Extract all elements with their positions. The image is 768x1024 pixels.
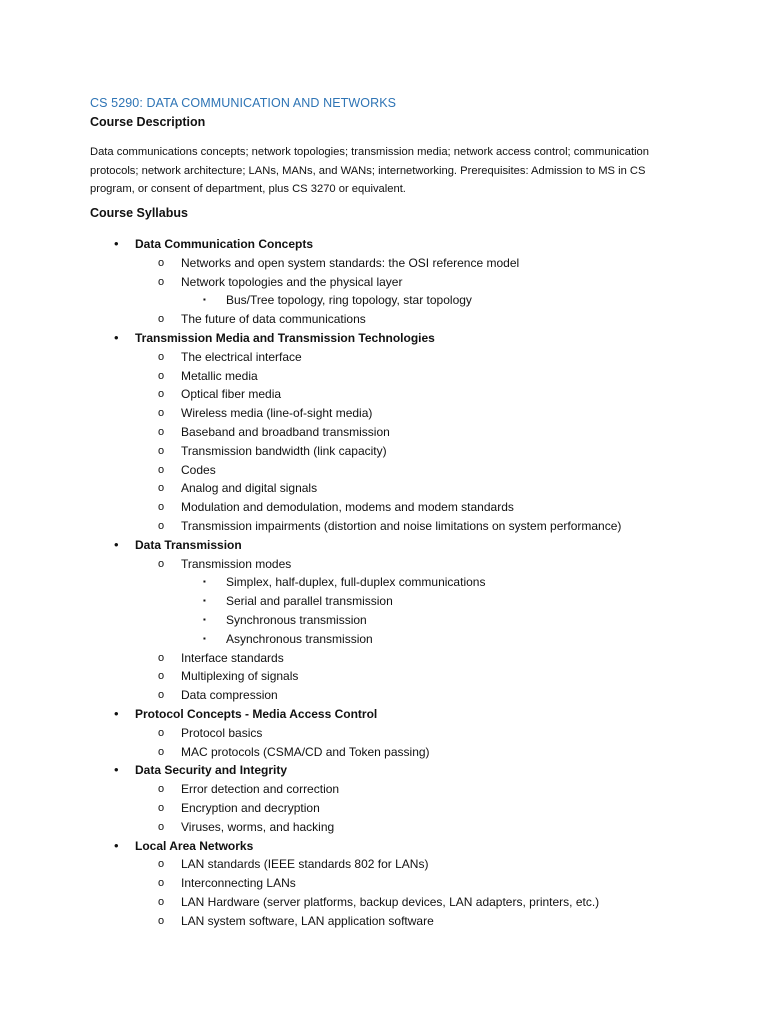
syllabus-item-level-2 (0, 724, 768, 743)
syllabus-item-text: Optical fiber media (181, 387, 282, 402)
bullet-icon: o (158, 463, 165, 476)
bullet-icon: o (158, 651, 165, 664)
bullet-icon: • (114, 762, 119, 778)
bullet-icon: o (158, 914, 165, 927)
syllabus-item-text: Serial and parallel transmission (226, 594, 393, 609)
course-title: CS 5290: DATA COMMUNICATION AND NETWORKS (90, 96, 397, 110)
bullet-icon: • (114, 705, 119, 721)
bullet-icon: o (158, 350, 165, 363)
syllabus-item-level-2 (0, 780, 768, 799)
bullet-icon: o (158, 444, 165, 457)
syllabus-item-text: Data Security and Integrity (135, 763, 288, 778)
syllabus-item-level-2 (0, 743, 768, 762)
bullet-icon: o (158, 369, 165, 382)
syllabus-item-text: Data Transmission (135, 537, 242, 552)
syllabus-item-level-2 (0, 517, 768, 536)
syllabus-item-level-1 (0, 761, 768, 780)
syllabus-item-level-2 (0, 423, 768, 442)
syllabus-item-level-2 (0, 442, 768, 461)
syllabus-item-level-2 (0, 649, 768, 668)
syllabus-item-text: Transmission impairments (distortion and noise limitations on system performance) (181, 518, 622, 533)
syllabus-item-text: Multiplexing of signals (181, 669, 299, 684)
bullet-icon: ▪ (203, 295, 206, 305)
syllabus-item-level-2 (0, 555, 768, 574)
syllabus-item-level-3 (0, 611, 768, 630)
syllabus-item-level-2 (0, 461, 768, 480)
syllabus-list (0, 235, 768, 930)
bullet-icon: o (158, 801, 165, 814)
bullet-icon: • (114, 837, 119, 853)
bullet-icon: o (158, 745, 165, 758)
bullet-icon: ▪ (203, 577, 206, 587)
bullet-icon: o (158, 820, 165, 833)
bullet-icon: o (158, 858, 165, 871)
syllabus-item-level-1 (0, 329, 768, 348)
syllabus-item-level-3 (0, 573, 768, 592)
bullet-icon: o (158, 256, 165, 269)
syllabus-item-text: Codes (181, 462, 216, 477)
syllabus-item-level-2 (0, 479, 768, 498)
syllabus-item-text: Transmission modes (181, 556, 292, 571)
syllabus-item-text: Analog and digital signals (181, 481, 318, 496)
syllabus-item-text: Asynchronous transmission (226, 631, 373, 646)
syllabus-item-text: Protocol Concepts - Media Access Control (135, 706, 378, 721)
bullet-icon: o (158, 482, 165, 495)
syllabus-item-text: LAN standards (IEEE standards 802 for LANs) (181, 857, 429, 872)
bullet-icon: o (158, 670, 165, 683)
syllabus-item-level-1 (0, 837, 768, 856)
bullet-icon: o (158, 877, 165, 890)
syllabus-item-level-2 (0, 367, 768, 386)
syllabus-item-text: Synchronous transmission (226, 612, 367, 627)
course-description-text: Data communications concepts; network topologies; transmission media; network access control; communication protocols; network architecture; LANs, MANs, and WANs; internetworking. Prerequisites: Admission to MS in CS program, or consent of department, plus CS 3270 or equivalent. (90, 146, 650, 195)
syllabus-item-text: LAN system software, LAN application software (181, 913, 434, 928)
syllabus-item-text: Networks and open system standards: the OSI reference model (181, 255, 520, 270)
syllabus-item-level-2 (0, 348, 768, 367)
syllabus-item-level-2 (0, 667, 768, 686)
syllabus-item-level-1 (0, 705, 768, 724)
bullet-icon: • (114, 536, 119, 552)
syllabus-item-level-3 (0, 291, 768, 310)
bullet-icon: o (158, 689, 165, 702)
syllabus-item-text: Data compression (181, 688, 278, 703)
bullet-icon: o (158, 895, 165, 908)
syllabus-item-level-2 (0, 818, 768, 837)
syllabus-item-level-2 (0, 273, 768, 292)
bullet-icon: ▪ (203, 596, 206, 606)
bullet-icon: o (158, 425, 165, 438)
syllabus-item-text: Wireless media (line-of-sight media) (181, 406, 373, 421)
bullet-icon: o (158, 519, 165, 532)
syllabus-item-text: MAC protocols (CSMA/CD and Token passing) (181, 744, 430, 759)
syllabus-item-level-2 (0, 404, 768, 423)
bullet-icon: o (158, 275, 165, 288)
bullet-icon: o (158, 501, 165, 514)
syllabus-item-level-2 (0, 254, 768, 273)
syllabus-item-level-2 (0, 799, 768, 818)
syllabus-item-text: Interface standards (181, 650, 284, 665)
syllabus-item-text: Local Area Networks (135, 838, 254, 853)
syllabus-item-text: Network topologies and the physical layer (181, 274, 403, 289)
syllabus-item-text: Simplex, half-duplex, full-duplex communications (226, 575, 486, 590)
syllabus-item-level-2 (0, 498, 768, 517)
bullet-icon: • (114, 236, 119, 251)
bullet-icon: o (158, 388, 165, 401)
syllabus-item-level-3 (0, 630, 768, 649)
bullet-icon: o (158, 557, 165, 570)
syllabus-item-level-2 (0, 310, 768, 329)
syllabus-item-text: The future of data communications (181, 312, 366, 327)
syllabus-item-level-2 (0, 893, 768, 912)
syllabus-item-level-1 (0, 235, 768, 254)
syllabus-item-text: Baseband and broadband transmission (181, 424, 390, 439)
bullet-icon: o (158, 726, 165, 739)
bullet-icon: • (114, 329, 119, 345)
syllabus-item-text: LAN Hardware (server platforms, backup devices, LAN adapters, printers, etc.) (181, 894, 600, 909)
syllabus-item-level-2 (0, 686, 768, 705)
syllabus-item-text: Error detection and correction (181, 782, 340, 797)
syllabus-item-text: The electrical interface (181, 349, 302, 364)
bullet-icon: ▪ (203, 633, 206, 643)
syllabus-item-text: Encryption and decryption (181, 800, 320, 815)
syllabus-item-text: Data Communication Concepts (135, 237, 314, 251)
syllabus-item-level-3 (0, 592, 768, 611)
bullet-icon: o (158, 313, 165, 326)
syllabus-item-text: Transmission Media and Transmission Technologies (135, 330, 435, 345)
syllabus-item-text: Bus/Tree topology, ring topology, star topology (226, 293, 472, 308)
syllabus-item-text: Transmission bandwidth (link capacity) (181, 443, 387, 458)
syllabus-item-level-1 (0, 536, 768, 555)
course-description-heading: Course Description (90, 115, 206, 129)
bullet-icon: o (158, 783, 165, 796)
syllabus-item-level-2 (0, 855, 768, 874)
syllabus-item-text: Metallic media (181, 368, 258, 383)
bullet-icon: ▪ (203, 614, 206, 624)
syllabus-item-text: Viruses, worms, and hacking (181, 819, 335, 834)
syllabus-item-text: Modulation and demodulation, modems and modem standards (181, 500, 514, 515)
syllabus-item-level-2 (0, 912, 768, 931)
course-syllabus-heading: Course Syllabus (90, 206, 188, 220)
bullet-icon: o (158, 407, 165, 420)
syllabus-item-level-2 (0, 874, 768, 893)
syllabus-item-text: Interconnecting LANs (181, 876, 296, 891)
syllabus-item-level-2 (0, 385, 768, 404)
syllabus-item-text: Protocol basics (181, 725, 263, 740)
